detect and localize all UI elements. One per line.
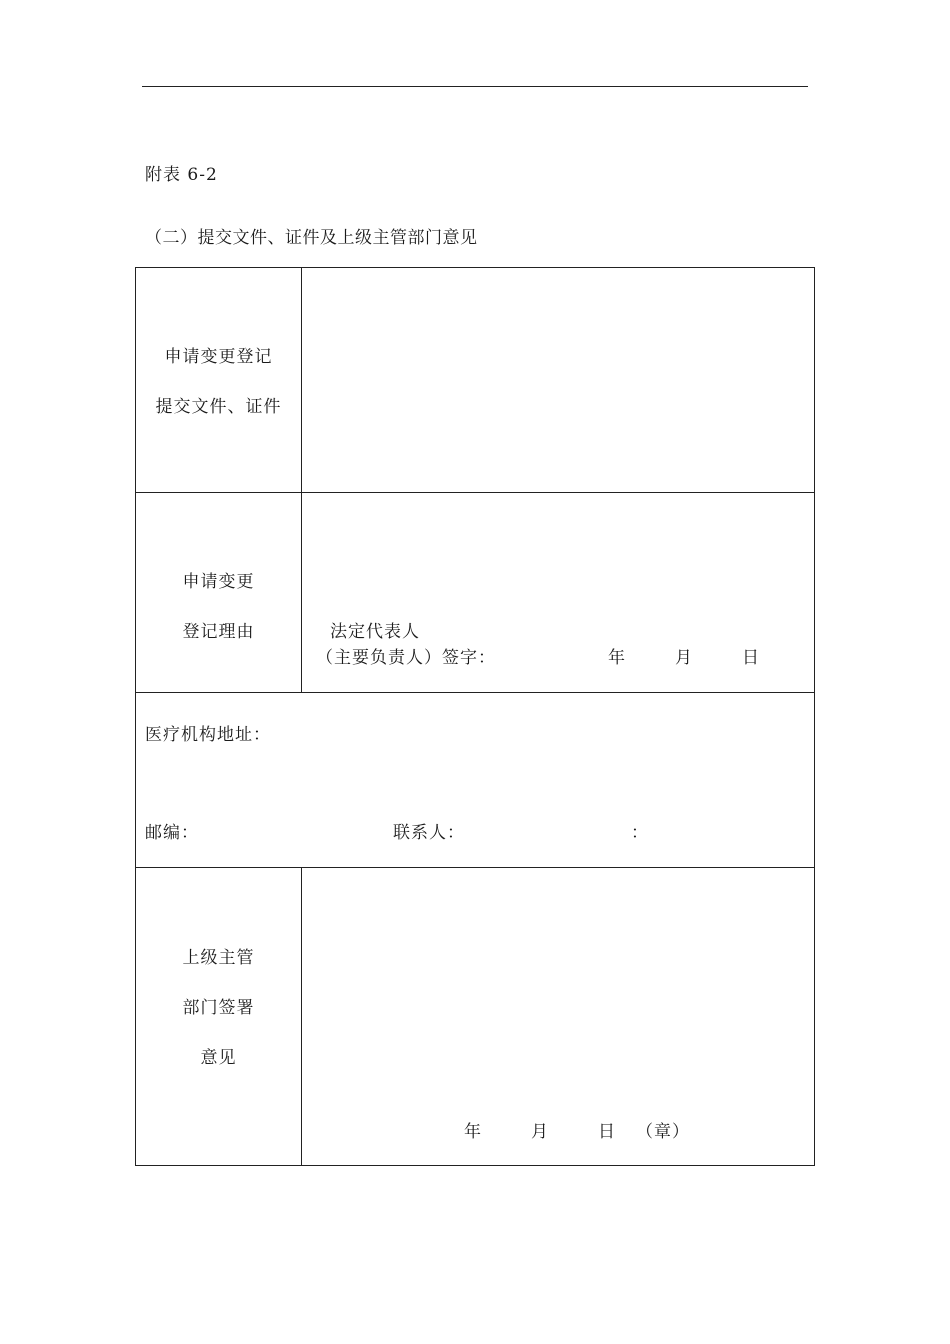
supervisor-label-line3: 意见: [200, 1048, 237, 1068]
supervisor-row: [136, 868, 814, 1165]
documents-label-line2: 提交文件、证件: [155, 397, 282, 417]
reason-month-label: 月: [675, 648, 693, 668]
appendix-label: 附表 6-2: [145, 165, 218, 185]
reason-day-label: 日: [742, 648, 760, 668]
supervisor-label-cell: [136, 868, 302, 1165]
documents-row: [136, 268, 814, 493]
address-label: 医疗机构地址：: [145, 725, 271, 745]
supervisor-field[interactable]: [302, 868, 814, 1165]
documents-label-line1: 申请变更登记: [164, 347, 273, 367]
seal-label: （章）: [636, 1122, 690, 1142]
reason-label-cell: [136, 493, 302, 692]
supervisor-month-label: 月: [531, 1122, 549, 1142]
form-table: [135, 267, 815, 1166]
header-rule: [142, 86, 808, 87]
section-heading: （二）提交文件、证件及上级主管部门意见: [145, 228, 478, 248]
documents-field[interactable]: [302, 268, 814, 492]
contact-label: 联系人：: [393, 823, 465, 843]
postcode-label: 邮编：: [145, 823, 199, 843]
reason-field[interactable]: [302, 493, 814, 692]
signature-label: （主要负责人）签字：: [316, 648, 496, 668]
reason-label-line1: 申请变更: [182, 572, 255, 592]
legal-rep-label: 法定代表人: [330, 622, 420, 642]
documents-label-cell: [136, 268, 302, 492]
contact-colon: ：: [631, 823, 649, 843]
supervisor-label-line1: 上级主管: [182, 948, 255, 968]
reason-label-line2: 登记理由: [182, 622, 255, 642]
address-row: [136, 693, 814, 868]
reason-row: [136, 493, 814, 693]
supervisor-year-label: 年: [464, 1122, 482, 1142]
reason-year-label: 年: [608, 648, 626, 668]
supervisor-label-line2: 部门签署: [182, 998, 255, 1018]
supervisor-day-label: 日: [598, 1122, 616, 1142]
